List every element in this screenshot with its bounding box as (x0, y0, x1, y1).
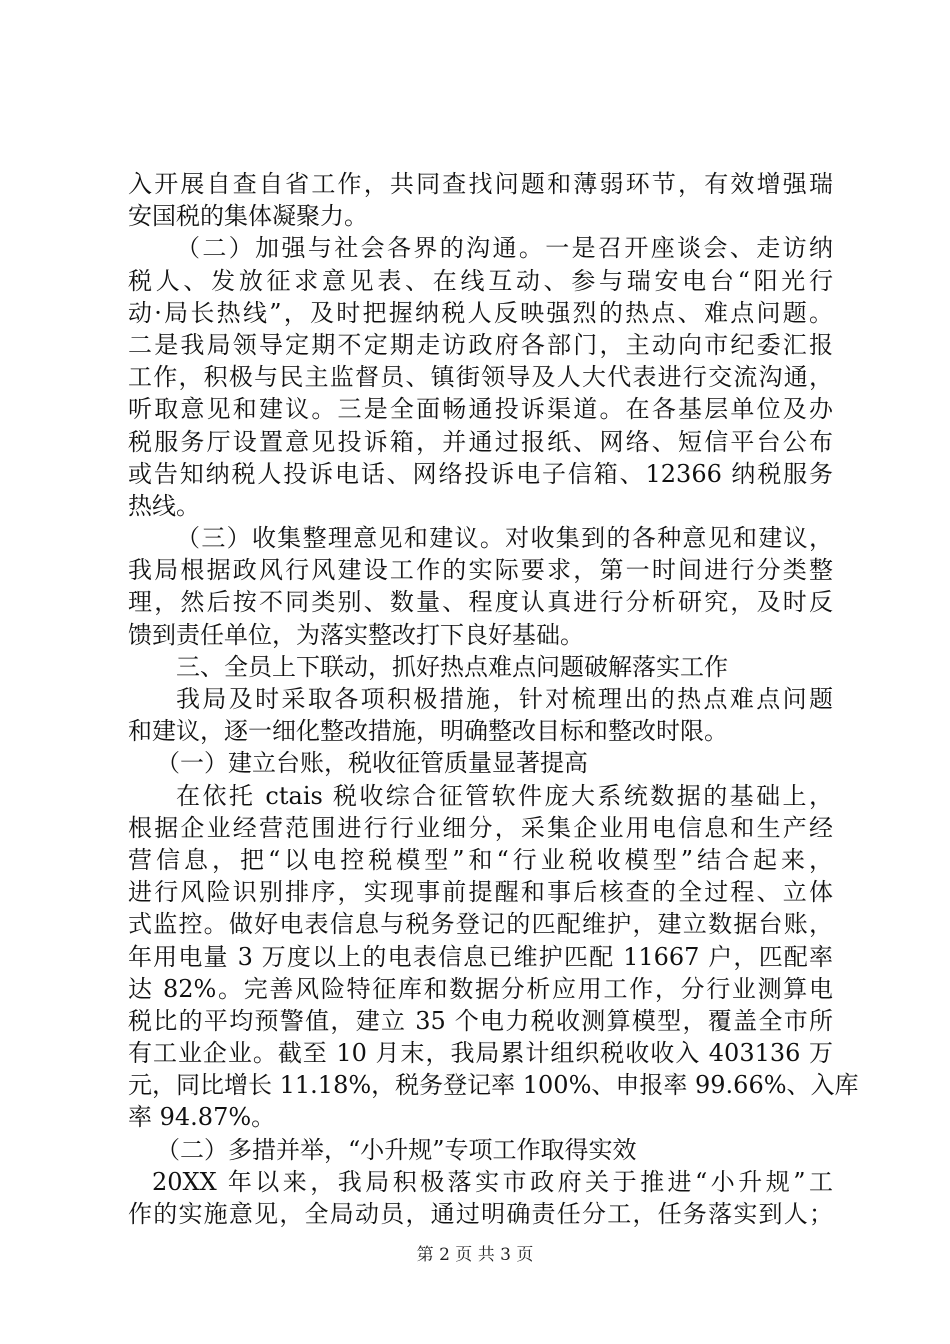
text-line: 作的实施意见，全局动员，通过明确责任分工，任务落实到人； (128, 1200, 833, 1228)
paragraph-heading-line: （二）加强与社会各界的沟通。一是召开座谈会、走访纳 (176, 234, 833, 263)
text-line: 热线。 (128, 491, 200, 520)
subsection-heading: （一）建立台账，税收征管质量显著提高 (156, 749, 588, 778)
text-line: 我局根据政风行风建设工作的实际要求，第一时间进行分类整 (128, 556, 833, 585)
text-line: 营信息，把“以电控税模型”和“行业税收模型”结合起来， (128, 845, 833, 874)
text-line: 或告知纳税人投诉电话、网络投诉电子信箱、12366 纳税服务 (128, 459, 833, 488)
text-line: 和建议，逐一细化整改措施，明确整改目标和整改时限。 (128, 717, 728, 746)
text-line: 馈到责任单位，为落实整改打下良好基础。 (128, 620, 584, 649)
page-footer (0, 1240, 950, 1265)
text-line: 入开展自查自省工作，共同查找问题和薄弱环节，有效增强瑞 (128, 170, 833, 198)
text-line: 税比的平均预警值，建立 35 个电力税收测算模型，覆盖全市所 (128, 1006, 833, 1035)
text-line: 进行风险识别排序，实现事前提醒和事后核查的全过程、立体 (128, 878, 833, 907)
text-line: 安国税的集体凝聚力。 (128, 202, 368, 231)
text-line: 率 94.87%。 (128, 1103, 276, 1132)
text-line: 理，然后按不同类别、数量、程度认真进行分析研究，及时反 (128, 588, 833, 617)
text-line: 二是我局领导定期不定期走访政府各部门，主动向市纪委汇报 (128, 330, 833, 359)
page-number-label: 第 2 页 共 3 页 (416, 1245, 534, 1265)
text-line: 税人、发放征求意见表、在线互动、参与瑞安电台“阳光行 (128, 266, 833, 295)
paragraph-heading-line: （三）收集整理意见和建议。对收集到的各种意见和建议， (176, 524, 833, 553)
text-line: 在依托 ctais 税收综合征管软件庞大系统数据的基础上， (176, 781, 833, 810)
text-line: 税服务厅设置意见投诉箱，并通过报纸、网络、短信平台公布 (128, 427, 833, 456)
text-line: 元，同比增长 11.18%，税务登记率 100%、申报率 99.66%、入库 (128, 1071, 859, 1100)
subsection-heading: （二）多措并举，“小升规”专项工作取得实效 (156, 1135, 637, 1164)
text-line: 动·局长热线”，及时把握纳税人反映强烈的热点、难点问题。 (128, 298, 833, 327)
text-line: 根据企业经营范围进行行业细分，采集企业用电信息和生产经 (128, 813, 833, 842)
text-line: 有工业企业。截至 10 月末，我局累计组织税收收入 403136 万 (128, 1039, 833, 1068)
text-line: 式监控。做好电表信息与税务登记的匹配维护，建立数据台账， (128, 910, 833, 939)
text-line: 听取意见和建议。三是全面畅通投诉渠道。在各基层单位及办 (128, 395, 833, 424)
text-line: 20XX 年以来，我局积极落实市政府关于推进“小升规”工 (152, 1167, 833, 1196)
text-line: 我局及时采取各项积极措施，针对梳理出的热点难点问题 (176, 685, 833, 713)
text-line: 年用电量 3 万度以上的电表信息已维护匹配 11667 户，匹配率 (128, 942, 833, 971)
text-line: 达 82%。完善风险特征库和数据分析应用工作，分行业测算电 (128, 974, 833, 1003)
text-line: 工作，积极与民主监督员、镇街领导及人大代表进行交流沟通， (128, 363, 833, 392)
document-body (128, 168, 859, 1230)
section-heading: 三、全员上下联动，抓好热点难点问题破解落实工作 (176, 652, 728, 681)
